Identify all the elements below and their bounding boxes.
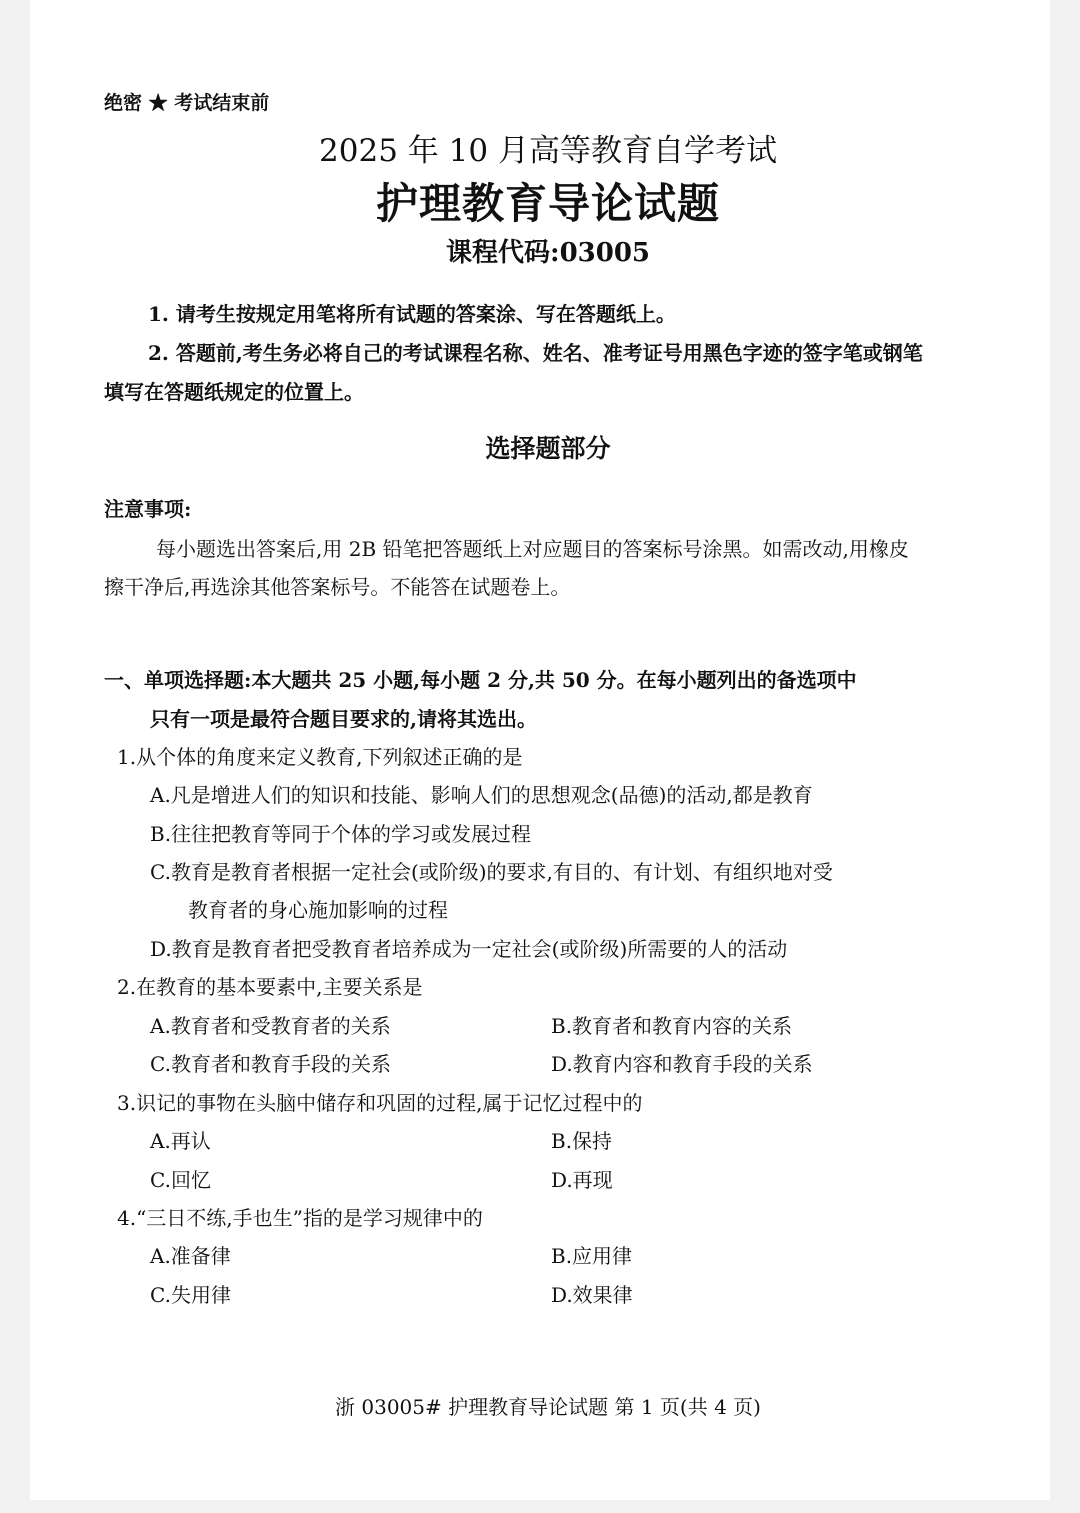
instruction-1: 1. 请考生按规定用笔将所有试题的答案涂、写在答题纸上。 — [148, 302, 676, 326]
q2-option-c: C.教育者和教育手段的关系 — [150, 1052, 391, 1076]
q3-option-c: C.回忆 — [150, 1168, 211, 1192]
q2-option-b: B.教育者和教育内容的关系 — [551, 1014, 793, 1038]
q2-option-d: D.教育内容和教育手段的关系 — [551, 1052, 813, 1076]
q3-stem: 3.识记的事物在头脑中储存和巩固的过程,属于记忆过程中的 — [117, 1091, 643, 1115]
part1-heading-cont: 只有一项是最符合题目要求的,请将其选出。 — [150, 707, 537, 731]
q4-option-d: D.效果律 — [551, 1283, 633, 1307]
section-heading: 选择题部分 — [485, 434, 611, 463]
subject-title: 护理教育导论试题 — [375, 179, 720, 228]
q3-option-b: B.保持 — [551, 1129, 613, 1153]
q4-option-c: C.失用律 — [150, 1283, 231, 1307]
notes-line-1: 每小题选出答案后,用 2B 铅笔把答题纸上对应题目的答案标号涂黑。如需改动,用橡皮 — [156, 537, 909, 561]
confidential-label: 绝密 ★ 考试结束前 — [104, 92, 270, 114]
instruction-2: 2. 答题前,考生务必将自己的考试课程名称、姓名、准考证号用黑色字迹的签字笔或钢笔 — [148, 341, 923, 365]
q1-option-c: C.教育是教育者根据一定社会(或阶级)的要求,有目的、有计划、有组织地对受 — [150, 860, 833, 884]
q1-option-a: A.凡是增进人们的知识和技能、影响人们的思想观念(品德)的活动,都是教育 — [150, 783, 813, 807]
q1-option-c-cont: 教育者的身心施加影响的过程 — [188, 898, 448, 922]
q2-stem: 2.在教育的基本要素中,主要关系是 — [117, 975, 423, 999]
q1-stem: 1.从个体的角度来定义教育,下列叙述正确的是 — [117, 745, 523, 769]
course-code: 课程代码:03005 — [445, 238, 651, 268]
part1-heading: 一、单项选择题:本大题共 25 小题,每小题 2 分,共 50 分。在每小题列出的备选项中 — [104, 668, 857, 692]
notes-heading: 注意事项: — [104, 497, 192, 521]
q4-option-a: A.准备律 — [150, 1244, 231, 1268]
q1-option-d: D.教育是教育者把受教育者培养成为一定社会(或阶级)所需要的人的活动 — [150, 937, 788, 961]
notes-line-2: 擦干净后,再选涂其他答案标号。不能答在试题卷上。 — [104, 575, 571, 599]
q2-option-a: A.教育者和受教育者的关系 — [150, 1014, 391, 1038]
page-footer: 浙 03005# 护理教育导论试题 第 1 页(共 4 页) — [335, 1395, 761, 1419]
q4-option-b: B.应用律 — [551, 1244, 633, 1268]
exam-title: 2025 年 10 月高等教育自学考试 — [319, 133, 777, 169]
q3-option-a: A.再认 — [150, 1129, 211, 1153]
instruction-2-cont: 填写在答题纸规定的位置上。 — [104, 380, 364, 404]
q4-stem: 4.“三日不练,手也生”指的是学习规律中的 — [117, 1206, 483, 1230]
q1-option-b: B.往往把教育等同于个体的学习或发展过程 — [150, 822, 532, 846]
exam-paper-page — [30, 0, 1050, 1500]
q3-option-d: D.再现 — [551, 1168, 613, 1192]
